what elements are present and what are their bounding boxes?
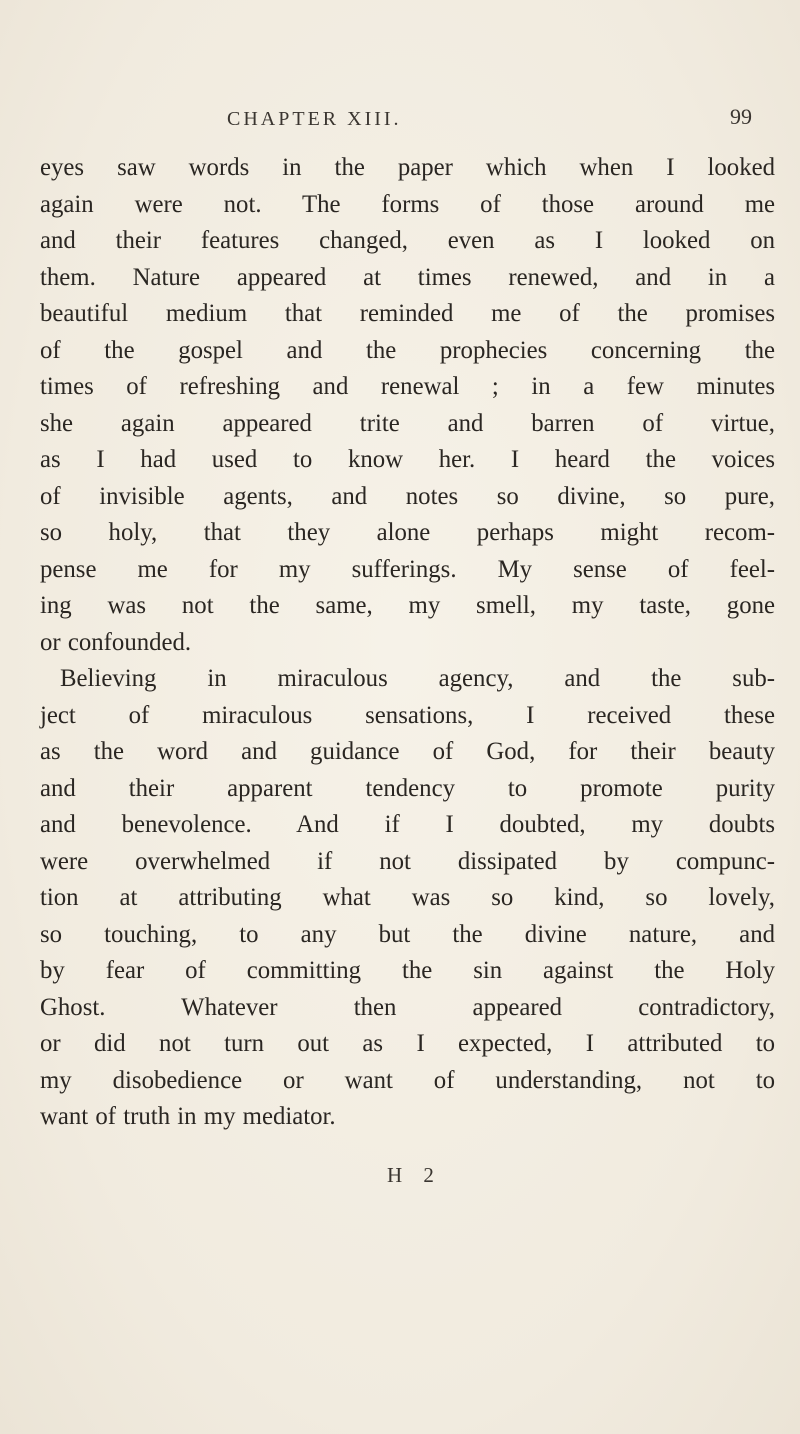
text-line: of the gospel and the prophecies concerning the [40, 336, 775, 364]
text-line: were overwhelmed if not dissipated by compunc- [40, 847, 775, 875]
body-text [40, 150, 775, 1136]
chapter-title: CHAPTER XIII. [227, 108, 402, 130]
text-line: and their apparent tendency to promote purity [40, 774, 775, 802]
signature-mark: H 2 [387, 1163, 442, 1187]
text-line: so holy, that they alone perhaps might recom- [40, 519, 775, 546]
text-line: and their features changed, even as I looked on [40, 227, 775, 254]
text-line: tion at attributing what was so kind, so lovely, [40, 884, 775, 911]
text-line: them. Nature appeared at times renewed, and in a [40, 263, 775, 291]
text-line: as I had used to know her. I heard the voices [40, 446, 775, 473]
text-line: Ghost. Whatever then appeared contradictory, [40, 993, 775, 1021]
text-line: or did not turn out as I expected, I attributed to [40, 1030, 775, 1057]
text-line: ject of miraculous sensations, I received these [40, 701, 775, 729]
running-head [0, 104, 800, 138]
text-line: of invisible agents, and notes so divine, so pure, [40, 482, 775, 510]
text-line: and benevolence. And if I doubted, my doubts [40, 811, 775, 838]
page-number: 99 [730, 104, 752, 129]
text-line: pense me for my sufferings. My sense of feel- [40, 555, 775, 583]
text-line: beautiful medium that reminded me of the promises [40, 300, 775, 327]
text-line-paragraph-start: Believing in miraculous agency, and the sub- [60, 665, 775, 692]
text-line: ing was not the same, my smell, my taste, gone [40, 592, 775, 619]
text-line: want of truth in my mediator. [40, 1103, 336, 1130]
text-line: she again appeared trite and barren of virtue, [40, 409, 775, 437]
text-line: so touching, to any but the divine nature, and [40, 920, 775, 948]
text-line: times of refreshing and renewal ; in a few minutes [40, 373, 775, 400]
text-line: or confounded. [40, 628, 192, 656]
text-line: eyes saw words in the paper which when I looked [40, 154, 775, 181]
text-line: as the word and guidance of God, for their beauty [40, 738, 775, 765]
text-line: by fear of committing the sin against the Holy [40, 957, 775, 984]
text-line: again were not. The forms of those around me [40, 190, 775, 218]
text-line: my disobedience or want of understanding, not to [40, 1066, 775, 1094]
